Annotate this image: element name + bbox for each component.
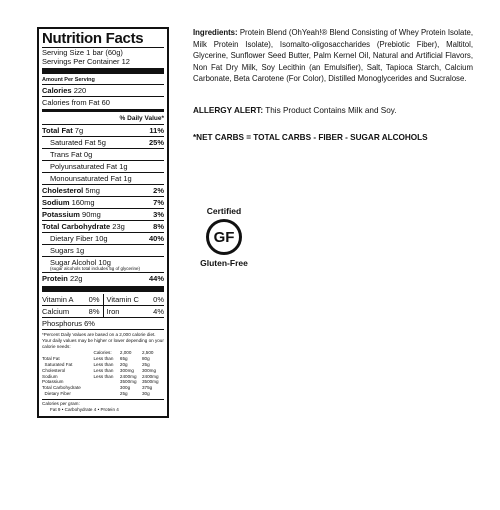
nutrient-label: Dietary Fiber [50,234,93,243]
nutrient-label: Sodium [42,198,70,207]
nutrient-row [42,160,164,172]
nutrient-row [42,172,164,184]
nutrition-facts-label [37,27,169,418]
nutrient-label: Sugars [50,246,74,255]
protein-row [42,272,164,284]
product-info [193,27,473,143]
badge-gluten-free: Gluten-Free [200,258,248,268]
calories-value: 220 [73,86,87,95]
nutrient-amount: 10g [95,234,108,243]
nutrient-amount: 5mg [85,186,100,195]
servings-per-container: Servings Per Container 12 [42,57,130,66]
daily-value-reference-table [42,350,164,396]
iron-dv: 4% [153,307,164,316]
vitamin-a-dv: 0% [88,295,100,304]
calcium-label: Calcium [42,307,70,316]
nutrient-amount: 90mg [82,210,101,219]
nutrient-amount: 7g [74,126,84,135]
badge-mark: GF [213,228,235,246]
reference-table-cell: Potassium [42,379,64,385]
vitamin-a-label: Vitamin A [42,295,74,304]
reference-table-row [42,368,164,374]
reference-table-cell: Saturated Fat [42,361,73,367]
nutrient-row [42,124,164,136]
vitamin-c-dv: 0% [153,295,164,304]
calories-label: Calories [42,86,72,95]
medium-divider [42,109,164,112]
daily-value-header-row [42,113,164,124]
reference-table-cell: Total Fat [42,356,60,362]
nutrient-rows [42,124,164,256]
nutrient-row [42,184,164,196]
reference-table-cell: 20g [119,361,128,367]
protein-amount: 22g [69,274,83,283]
gf-circle-icon [206,219,242,255]
ingredients-text: Protein Blend (OhYeah!® Blend Consisting of Whey Protein Isolate, Milk Protein Isolate), Isomalto-oligosaccharides (Prebiotic Fiber), Maltitol, Glycerine, Sunflower Seed Butter, Palm Kernel Oil, Natural and Artificial Flavors, Non Fat Dry Milk, Soy Lecithin (an Emulsifier), Salt, Tapioca Starch, Calcium Carbonate, Beta Carotene (For Color), Distilled Monoglycerides and Sucralose. [193,28,474,84]
minerals-row [42,305,164,317]
reference-table-cell: 3500mg [119,379,137,385]
nutrient-row [42,208,164,220]
thick-divider [42,68,164,74]
reference-table-cell: 2,500 [141,350,154,356]
nutrient-row [42,244,164,256]
daily-value-footnote: *Percent Daily Values are based on a 2,000 calorie diet. Your daily values may be higher or lower depending on your calorie needs: [42,332,164,349]
phosphorus-row [42,317,164,329]
reference-table-cell: Less than [93,373,114,379]
phosphorus-label: Phosphorus [42,319,83,328]
nutrient-amount: 0g [83,150,93,159]
reference-table-cell: Less than [93,367,114,373]
nutrient-label: Polyunsaturated Fat [50,162,118,171]
nutrient-amount: 1g [119,162,128,171]
reference-table-cell: 300mg [119,367,134,373]
nutrient-row [42,220,164,232]
net-carbs-formula: *NET CARBS = TOTAL CARBS - FIBER - SUGAR ALCOHOLS [193,132,428,142]
calories-per-gram-values: Fat 9 • Carbohydrate 4 • Protein 4 [50,406,119,412]
reference-table-cell: 300g [119,385,131,391]
phosphorus-dv: 6% [84,319,95,328]
nutrient-daily-value: 11% [149,126,164,135]
nutrient-amount: 1g [75,246,85,255]
reference-table-cell: 65g [119,356,128,362]
reference-table-cell: 2400mg [119,373,137,379]
nutrient-daily-value: 7% [153,198,164,207]
nutrient-label: Saturated Fat [50,138,96,147]
reference-table-cell: 3500mg [141,379,159,385]
nutrient-row [42,148,164,160]
badge-certified: Certified [206,206,242,216]
calories-from-fat: Calories from Fat 60 [42,98,110,107]
iron-label: Iron [106,307,120,316]
sugar-alcohol-note: (sugar alcohols total includes 5g of glycerine) [50,266,141,271]
reference-table-cell: 30g [141,390,150,396]
reference-table-row [42,391,164,397]
nutrient-amount: 23g [112,222,125,231]
nutrition-facts-title: Nutrition Facts [42,30,144,47]
reference-table-cell: 2,000 [119,350,132,356]
nutrient-amount: 1g [123,174,132,183]
allergy-label: ALLERGY ALERT: [193,105,264,115]
nutrient-daily-value: 25% [148,138,164,147]
nutrient-label: Potassium [42,210,80,219]
nutrient-amount: 5g [97,138,106,147]
nutrient-daily-value: 40% [148,234,164,243]
serving-size: Serving Size 1 bar (60g) [42,47,164,57]
nutrient-daily-value: 8% [153,222,164,231]
reference-table-cell: 25g [141,361,150,367]
nutrient-daily-value: 2% [153,186,164,195]
nutrient-label: Cholesterol [42,186,84,195]
nutrient-row [42,232,164,244]
reference-table-cell: Sodium [42,373,58,379]
nutrient-amount: 160mg [71,198,95,207]
nutrient-label: Total Carbohydrate [42,222,111,231]
gluten-free-badge [193,206,255,268]
amount-per-serving: Amount Per Serving [42,77,95,83]
reference-table-row [42,362,164,368]
reference-table-cell: Less than [93,356,114,362]
nutrient-label: Trans Fat [50,150,82,159]
nutrient-row [42,196,164,208]
reference-table-cell: 80g [141,356,150,362]
protein-label: Protein [42,274,68,283]
calories-from-fat-row [42,96,164,108]
reference-table-cell: Calories: [93,350,112,356]
calcium-dv: 8% [88,307,100,316]
reference-table-cell: 25g [119,390,128,396]
nutrient-daily-value: 3% [153,210,164,219]
vitamin-c-label: Vitamin C [106,295,139,304]
reference-table-cell: Total Carbohydrate [42,385,81,391]
allergy-text: This Product Contains Milk and Soy. [265,105,397,115]
daily-value-header: % Daily Value* [119,115,164,122]
reference-table-cell: 2400mg [141,373,159,379]
vitamins-row [42,294,164,305]
reference-table-cell: 375g [141,385,153,391]
nutrient-label: Total Fat [42,126,73,135]
calories-row [42,84,164,96]
ingredients [193,27,473,85]
sugar-alcohol-row [42,256,164,272]
thick-divider-2 [42,286,164,292]
sugar-alcohol: Sugar Alcohol 10g [50,258,111,267]
calories-per-gram-label: Calories per gram: [42,400,80,406]
reference-table-cell: Cholesterol [42,367,66,373]
ingredients-label: Ingredients: [193,28,238,37]
reference-table-cell [94,391,120,397]
protein-dv: 44% [148,274,164,283]
nutrient-label: Monounsaturated Fat [50,174,122,183]
reference-table-cell: 300mg [141,367,156,373]
nutrient-row [42,136,164,148]
reference-table-cell: Less than [93,361,114,367]
reference-table-cell: Dietary Fiber [42,390,71,396]
allergy-alert [193,105,473,116]
